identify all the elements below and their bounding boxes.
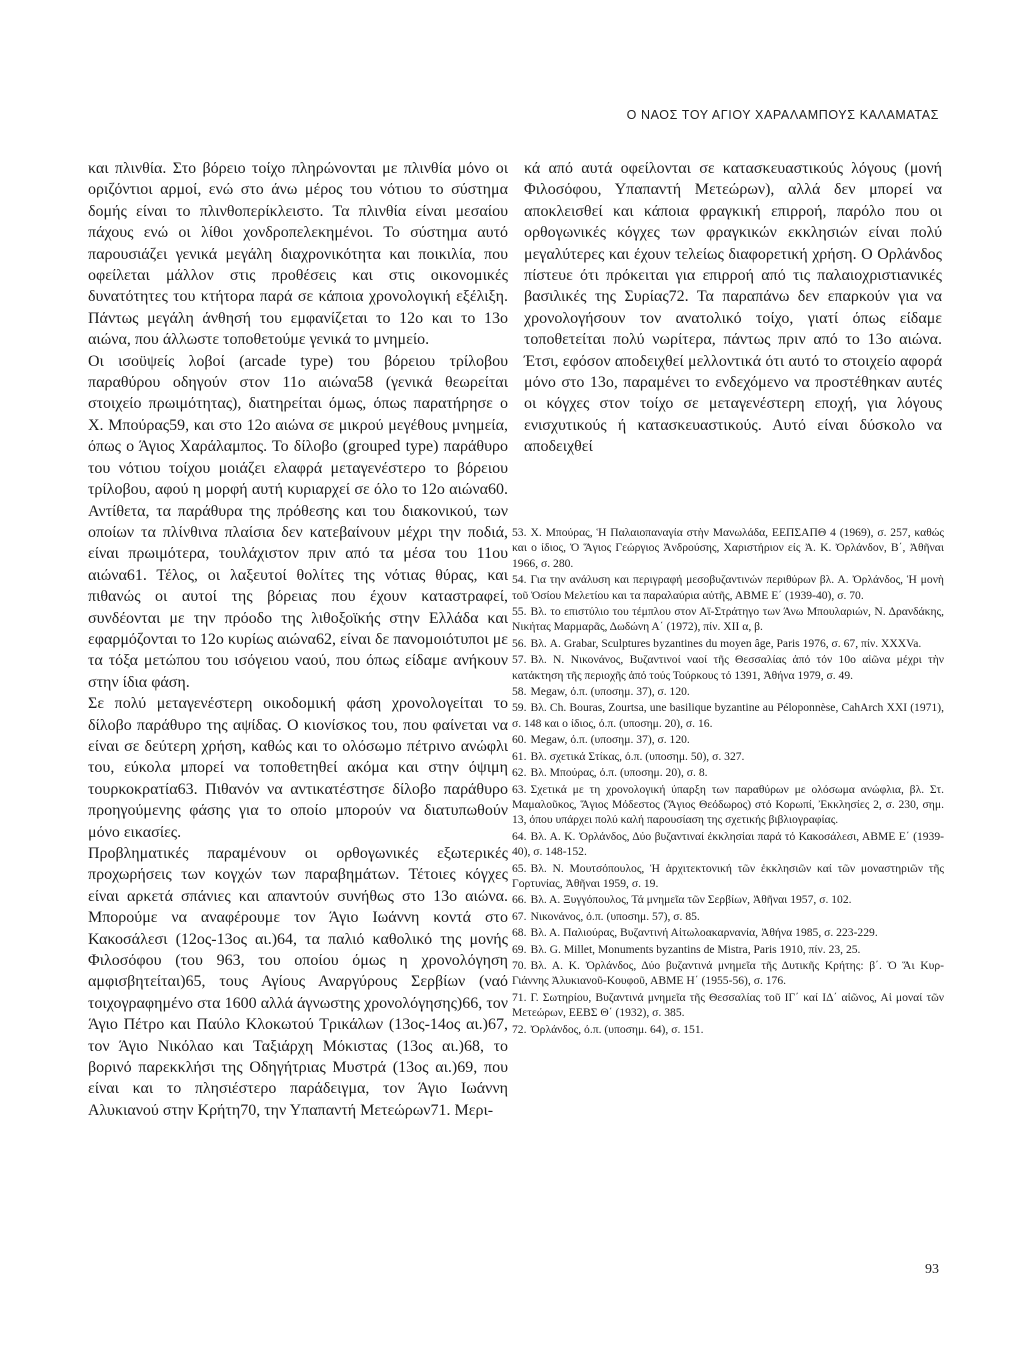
footnote-text: Βλ. Μπούρας, ό.π. (υποσημ. 20), σ. 8. (530, 766, 708, 780)
footnote-text: Βλ. Α. Παλιούρας, Βυζαντινή Αἰτωλοακαρνανία, Ἀθήνα 1985, σ. 223-229. (530, 926, 878, 940)
footnote (512, 732, 944, 747)
footnote (512, 765, 944, 780)
footnote-number: 69. (512, 942, 527, 956)
footnote-number: 68. (512, 926, 527, 940)
footnote-number: 63. (512, 782, 527, 796)
footnote-text: Βλ. Α. Κ. Ὀρλάνδος, Δύο βυζαντιναί ἐκκλησίαι παρά τό Κακοσάλεσι, ΑΒΜΕ Ε΄ (1939-40), σ. 148-152. (512, 829, 944, 859)
right-column (524, 158, 942, 458)
footnote (512, 700, 944, 731)
footnote (512, 604, 944, 635)
footnote (512, 990, 944, 1021)
left-column (88, 158, 508, 1121)
footnote-number: 60. (512, 733, 527, 747)
footnote-number: 57. (512, 653, 527, 667)
footnote-number: 55. (512, 605, 527, 619)
footnote-number: 59. (512, 701, 527, 715)
footnote (512, 958, 944, 989)
footnote-text: Βλ. A. Grabar, Sculptures byzantines du moyen âge, Paris 1976, σ. 67, πίν. XXXVa. (530, 636, 922, 650)
footnote-text: Βλ. G. Millet, Monuments byzantins de Mistra, Paris 1910, πίν. 23, 25. (530, 942, 861, 956)
footnote-number: 53. (512, 526, 527, 539)
footnote (512, 892, 944, 907)
footnotes (512, 525, 944, 1038)
body-paragraph: Οι ισοϋψείς λοβοί (arcade type) του βόρειου τρίλοβου παραθύρου οδηγούν στον 11ο αιώνα58 (γενικά θεωρείται στοιχείο πρωιμότητας), διατηρείται όμως, όπως παρατήρησε ο Χ. Μπούρας59, και στο 12ο αιώνα σε μικρού μεγέθους μνημεία, όπως ο Άγιος Χαράλαμπος. Το δίλοβο (grouped type) παράθυρο του νότιου τοίχου μοιάζει ελαφρά μεταγενέστερο το βόρειου τρίλοβου, αφού η μορφή αυτή κυριαρχεί σε όλο το 12ο αιώνα60. Αντίθετα, τα παράθυρα της πρόθεσης και του διακονικού, των οποίων τα πλίνθινα πλαίσια δεν κατεβαίνουν μέχρι την ποδιά, είναι πρωιμότερα, τουλάχιστον πριν από τα μέσα του 11ου αιώνα61. Τέλος, οι λαξευτοί θολίτες της νότιας θύρας, και πιθανώς οι αυτοί της βόρειας που έχουν καταστραφεί, συνδέονται με την πρόοδο της λιθοξοϊκής στην Ελλάδα και εφαρμόζονται το 12ο κυρίως αιώνα62, είναι δε πανομοιότυποι με τα τόξα μετώπου του ισόγειου ναού, που όπως είδαμε ανήκουν στην ίδια φάση. (88, 352, 508, 691)
footnote-text: Χ. Μπούρας, Ἡ Παλαιοπαναγία στὴν Μανωλάδα, ΕΕΠΣΑΠΘ 4 (1969), σ. 257, καθώς και ο ίδιος, Ὁ Ἅγιος Γεώργιος Ἀνδρούσης, Χαριστήριον είς Ἀ. Κ. Ὀρλάνδον, Β΄, Ἀθῆναι 1966, σ. 280. (512, 526, 944, 570)
footnote-text: Βλ. Α. Κ. Ὀρλάνδος, Δύο βυζαντινά μνημεῖα τῆς Δυτικῆς Κρήτης: β΄. Ὁ Ἅι Κυρ-Γιάννης Ἀλυκιανοῦ-Κουφοῦ, ΑΒΜΕ Η΄ (1955-56), σ. 176. (512, 958, 944, 988)
footnote (512, 829, 944, 860)
footnote-text: Βλ. σχετικά Στίκας, ό.π. (υποσημ. 50), σ. 327. (530, 749, 745, 763)
footnote-number: 67. (512, 909, 527, 923)
footnote (512, 652, 944, 683)
page-number: 93 (925, 1262, 939, 1277)
footnote-text: Βλ. Α. Ξυγγόπουλος, Τά μνημεῖα τῶν Σερβίων, Ἀθῆναι 1957, σ. 102. (530, 893, 852, 907)
footnote (512, 684, 944, 699)
footnote-text: Σχετικά με τη χρονολογική ύπαρξη των παραθύρων με ολόσωμα ανώφλια, βλ. Στ. Μαμαλοῦκος, Ἅγιος Μόδεστος (Ἅγιος Θεόδωρος) στό Κορωπί, Ἐκκλησίες 2, σ. 230, σημ. 13, όπου υπάρχει πολύ καλή παρουσίαση της σχετικής βιβλιογραφίας. (512, 782, 944, 827)
footnote-number: 71. (512, 990, 527, 1004)
body-paragraph: Προβληματικές παραμένουν οι ορθογωνικές εξωτερικές προχωρήσεις των κογχών των παραβημάτων. Τέτοιες κόγχες είναι αρκετά σπάνιες και απαντούν συνήθως στο 13ο αιώνα. Μπορούμε να αναφέρουμε τον Άγιο Ιωάννη κοντά στο Κακοσάλεσι (12ος-13ος αι.)64, τα παλιό καθολικό της μονής Φιλοσόφου (του 963, του οποίου όμως η χρονολόγηση αμφισβητείται)65, τους Αγίους Αναργύρους Σερβίων (ναό τοιχογραφημένο στα 1600 αλλά άγνωστης χρονολόγησης)66, τον Άγιο Πέτρο και Παύλο Κλοκωτού Τρικάλων (13ος-14ος αι.)67, τον Άγιο Νικόλαο και Ταξιάρχη Μόκιστας (13ος αι.)68, το βορινό παρεκκλήσι της Οδηγήτριας Μυστρά (13ος αι.)69, που είναι και το πλησιέστερο παράδειγμα, τον Άγιο Ιωάννη Αλυκιανού στην Κρήτη70, την Υπαπαντή Μετεώρων71. Μερι- (88, 845, 508, 1119)
body-paragraph: κά από αυτά οφείλονται σε κατασκευαστικούς λόγους (μονή Φιλοσόφου, Υπαπαντή Μετεώρων), αλλά δεν μπορεί να αποκλεισθεί και κάποια φραγκική επιρροή, παρόλο που οι ορθογωνικές κόγχες των φραγκικών εκκλησιών είναι πολύ μεγαλύτερες και έχουν τελείως διαφορετική χρήση. Ο Ορλάνδος πίστευε ότι πρόκειται για επιρροή από τις παλαιοχριστιανικές βασιλικές της Συρίας72. Τα παραπάνω δεν επαρκούν για να χρονολογήσουν τον ανατολικό τοίχο, γιατί όπως είδαμε τοποθετείται πολύ νωρίτερα, πάντως πριν από το 13ο αιώνα. Έτσι, εφόσον αποδειχθεί μελλοντικά ότι αυτό το στοιχείο αφορά μόνο στο 13ο, παραμένει το ενδεχόμενο να προστέθηκαν αυτές οι κόγχες στον τοίχο σε μεταγενέστερη εποχή, για λόγους ενισχυτικούς ή κατασκευαστικούς. Αυτό είναι δύσκολο να αποδειχθεί (524, 160, 942, 456)
footnote (512, 749, 944, 764)
footnote-text: Βλ. Ν. Μουτσόπουλος, Ἡ ἀρχιτεκτονική τῶν ἐκκλησιῶν καί τῶν μοναστηριῶν τῆς Γορτυνίας, Ἀθῆναι 1959, σ. 19. (512, 861, 944, 890)
footnote-text: Ὀρλάνδος, ό.π. (υποσημ. 64), σ. 151. (530, 1022, 704, 1036)
footnote (512, 909, 944, 924)
footnote (512, 1022, 944, 1037)
footnote-number: 56. (512, 636, 527, 650)
footnote-number: 70. (512, 958, 527, 972)
footnote-number: 54. (512, 573, 527, 587)
footnote-text: Βλ. Ν. Νικονάνος, Βυζαντινοί ναοί τῆς Θεσσαλίας ἀπό τόν 10ο αἰῶνα μέχρι τὴν κατάκτηση τῆς περιοχῆς ἀπό τούς Τούρκους τό 1391, Ἀθήνα 1979, σ. 49. (512, 653, 944, 682)
footnote (512, 942, 944, 957)
footnote (512, 861, 944, 892)
footnote-text: Megaw, ό.π. (υποσημ. 37), σ. 120. (530, 733, 690, 747)
footnote-number: 66. (512, 893, 527, 907)
footnote-number: 72. (512, 1022, 527, 1036)
footnote-number: 65. (512, 861, 527, 875)
footnote (512, 572, 944, 603)
footnote (512, 782, 944, 828)
footnote-number: 58. (512, 685, 527, 699)
footnote-text: Βλ. Ch. Bouras, Zourtsa, une basilique byzantine au Péloponnèse, CahArch XXI (1971), σ. 148 και ο ίδιος, ό.π. (υποσημ. 20), σ. 16. (512, 701, 944, 730)
body-paragraph: Σε πολύ μεταγενέστερη οικοδομική φάση χρονολογείται το δίλοβο παράθυρο της αψίδας. Ο κιονίσκος του, που φαίνεται να είναι σε δεύτερη χρήση, καθώς και το ολόσωμο πέτρινο ανώφλι του, εύκολα μπορεί να τοποθετηθεί ακόμα και στην όψιμη τουρκοκρατία63. Πιθανόν να αντικατέστησε δίλοβο παράθυρο προηγούμενης φάσης για το οποίο μπορούν να διατυπωθούν μόνο εικασίες. (88, 695, 508, 841)
footnote-number: 64. (512, 829, 527, 843)
footnote-text: Γ. Σωτηρίου, Βυζαντινά μνημεῖα τῆς Θεσσαλίας τοῦ ΙΓ΄ καί ΙΔ΄ αἰῶνος, Αἱ μοναί τῶν Μετεώρων, ΕΕΒΣ Θ΄ (1932), σ. 385. (512, 990, 944, 1020)
footnote-text: Βλ. το επιστύλιο του τέμπλου στον Αϊ-Στράτηγο των Άνω Μπουλαριών, Ν. Δρανδάκης, Νικήτας Μαρμαρᾶς, Δωδώνη Α΄ (1972), πίν. XII α, β. (512, 605, 944, 634)
footnote (512, 925, 944, 940)
footnote (512, 525, 944, 571)
footnote-text: Νικονάνος, ό.π. (υποσημ. 57), σ. 85. (530, 909, 700, 923)
footnote-number: 61. (512, 749, 527, 763)
footnote-number: 62. (512, 766, 527, 780)
running-head: Ο ΝΑΟΣ ΤΟΥ ΑΓΙΟΥ ΧΑΡΑΛΑΜΠΟΥΣ ΚΑΛΑΜΑΤΑΣ (626, 108, 939, 122)
footnote-text: Για την ανάλυση και περιγραφή μεσοβυζαντινών περιθύρων βλ. Α. Ὀρλάνδος, Ἡ μονὴ τοῦ Ὁσίου Μελετίου και τα παραλαύρια αὐτῆς, ΑΒΜΕ Ε΄ (1939-40), σ. 70. (512, 573, 944, 602)
footnote (512, 636, 944, 651)
footnote-text: Megaw, ό.π. (υποσημ. 37), σ. 120. (530, 685, 690, 699)
body-paragraph: και πλινθία. Στο βόρειο τοίχο πληρώνονται με πλινθία μόνο οι οριζόντιοι αρμοί, ενώ στο άνω μέρος του νότιου το σύστημα δομής είναι το πλινθοπερίκλειστο. Τα πλινθία είναι μεσαίου πάχους ενώ οι λίθοι χονδροπελεκημένοι. Το σύστημα αυτό παρουσιάζει γενικά μεγάλη διαχρονικότητα και ποικιλία, που οφείλεται μάλλον στις προθέσεις και στις οικονομικές δυνατότητες του κτήτορα παρά σε κάποια χρονολογική εξέλιξη. Πάντως μεγάλη άνθησή του εμφανίζεται το 12ο και το 13ο αιώνα, που άλλωστε τοποθετούμε γενικά το μνημείο. (88, 160, 508, 349)
